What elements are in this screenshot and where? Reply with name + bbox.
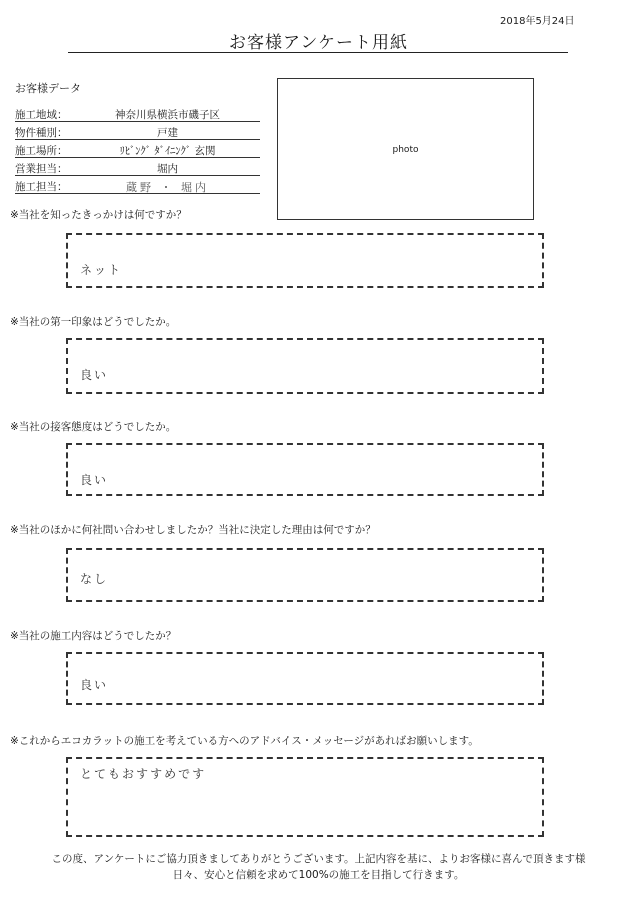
field-construction-place [15,142,260,158]
field-value: ﾘﾋﾞﾝｸﾞ ﾀﾞｲﾆﾝｸﾞ 玄関 [119,145,216,157]
question-4: ※当社のほかに何社問い合わせしましたか？当社に決定した理由は何ですか？ [10,524,376,536]
page-title: お客様アンケート用紙 [229,33,408,53]
answer-6: とてもおすすめです [80,767,207,781]
answer-box-2 [66,338,544,394]
answer-2: 良い [80,368,109,382]
answer-box-5 [66,652,544,705]
survey-date: 2018年5月24日 [500,16,575,27]
field-label: 施工担当： [15,181,68,193]
footer-line-2: 日々、安心と信頼を求めて100%の施工を目指して行きます。 [172,869,465,881]
photo-label: photo [392,145,419,155]
field-construction-area [15,106,260,122]
field-label: 施工地域： [15,109,68,121]
field-value: 戸建 [157,127,178,139]
field-sales-staff [15,160,260,176]
question-5: ※当社の施工内容はどうでしたか？ [10,630,177,642]
field-label: 物件種別： [15,127,68,139]
answer-1: ネット [80,263,123,277]
question-3: ※当社の接客態度はどうでしたか。 [10,421,177,433]
title-underline [68,52,568,53]
field-value: 堀内 [157,163,178,175]
answer-box-1 [66,233,544,288]
answer-box-3 [66,443,544,496]
photo-placeholder [277,78,534,220]
field-construction-staff [15,178,260,194]
footer-line-1: この度、アンケートにご協力頂きましてありがとうございます。上記内容を基に、よりお客様に喜んで頂きます様 [51,853,586,865]
field-label: 施工場所： [15,145,68,157]
field-property-type [15,124,260,140]
answer-box-4 [66,548,544,602]
answer-4: なし [80,572,109,586]
field-label: 営業担当： [15,163,68,175]
field-value-handwritten: 蔵野 ・ 堀内 [126,181,209,194]
customer-data-heading: お客様データ [15,82,81,95]
question-6: ※これからエコカラットの施工を考えている方へのアドバイス・メッセージがあればお願いします。 [10,735,479,747]
answer-box-6 [66,757,544,837]
question-2: ※当社の第一印象はどうでしたか。 [10,316,177,328]
answer-5: 良い [80,678,109,692]
answer-3: 良い [80,473,109,487]
question-1: ※当社を知ったきっかけは何ですか？ [10,209,187,221]
field-value: 神奈川県横浜市磯子区 [115,109,220,121]
